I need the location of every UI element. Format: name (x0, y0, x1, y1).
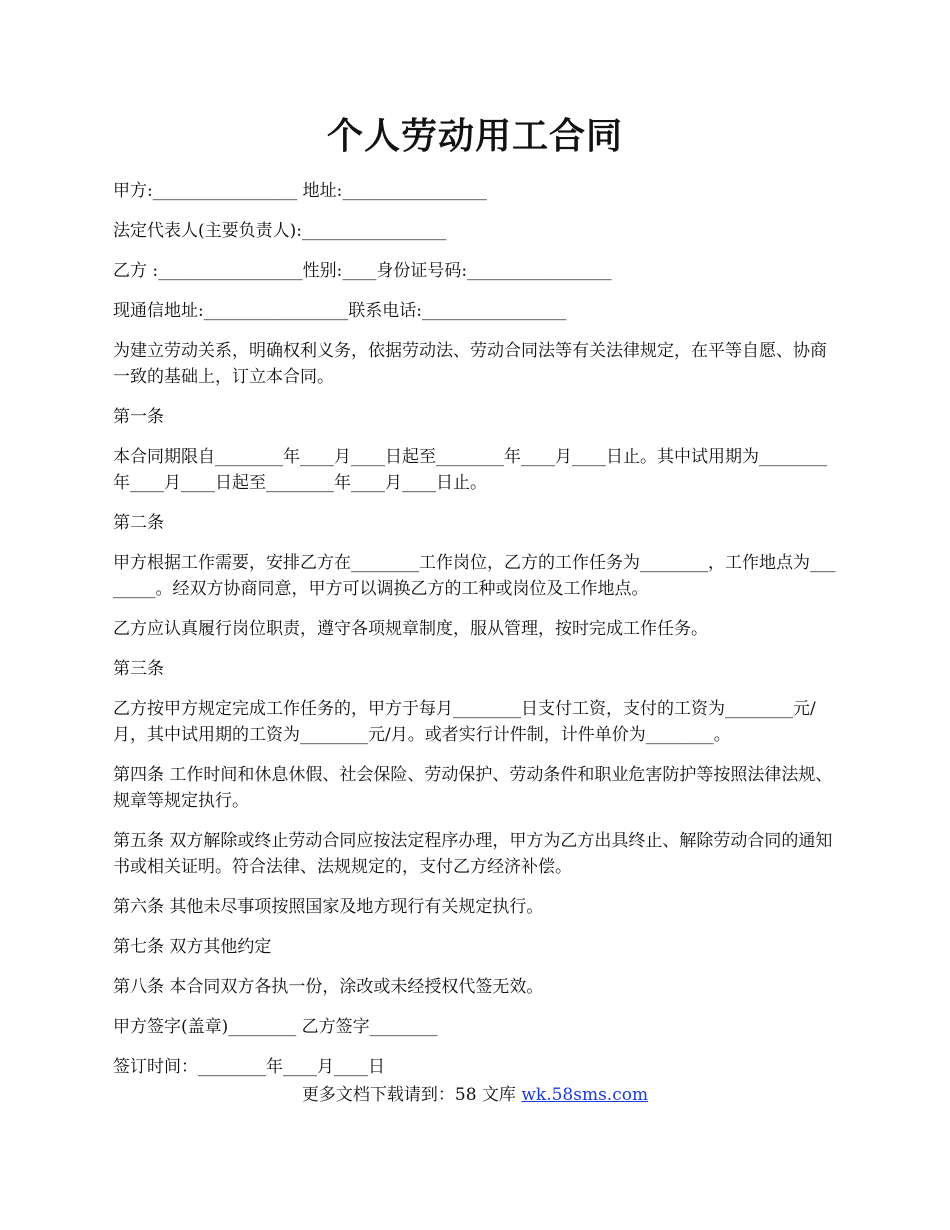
article-1-heading: 第一条 (113, 407, 164, 427)
preamble-paragraph: 为建立劳动关系，明确权利义务，依据劳动法、劳动合同法等有关法律规定，在平等自愿、协商一致的基础上，订立本合同。 (113, 341, 827, 387)
article-1-paragraph: 本合同期限自________年____月____日起至________年____月____日止。其中试用期为________年____月____日起至________年____月____日止。 (113, 447, 827, 493)
party-a-line: 甲方:_________________ 地址:_________________ (113, 181, 487, 201)
footer-link[interactable]: wk.58sms.com (521, 1085, 649, 1105)
article-2-heading: 第二条 (113, 513, 164, 533)
signature-line: 甲方签字(盖章)________ 乙方签字________ (113, 1017, 438, 1037)
document-body (113, 178, 841, 1094)
party-b-line: 乙方 :_________________性别:____身份证号码:_________________ (113, 261, 612, 281)
article-3-paragraph: 乙方按甲方规定完成工作任务的，甲方于每月________日支付工资，支付的工资为________元/月，其中试用期的工资为________元/月。或者实行计件制，计件单价为________。 (113, 699, 816, 745)
article-6-paragraph: 第六条 其他未尽事项按照国家及地方现行有关规定执行。 (113, 897, 544, 917)
article-8-paragraph: 第八条 本合同双方各执一份，涂改或未经授权代签无效。 (113, 977, 544, 997)
article-5-paragraph: 第五条 双方解除或终止劳动合同应按法定程序办理，甲方为乙方出具终止、解除劳动合同的通知书或相关证明。符合法律、法规规定的，支付乙方经济补偿。 (113, 831, 833, 877)
footer-text: 更多文档下载请到：58 文库 (301, 1085, 522, 1105)
article-4-paragraph: 第四条 工作时间和休息休假、社会保险、劳动保护、劳动条件和职业危害防护等按照法律法规、规章等规定执行。 (113, 765, 833, 811)
article-2-paragraph-2: 乙方应认真履行岗位职责，遵守各项规章制度，服从管理，按时完成工作任务。 (113, 619, 708, 639)
article-2-paragraph: 甲方根据工作需要，安排乙方在________工作岗位，乙方的工作任务为________，工作地点为________。经双方协商同意，甲方可以调换乙方的工种或岗位及工作地点。 (113, 553, 836, 599)
footer (0, 1082, 950, 1108)
legal-representative-line: 法定代表人(主要负责人):_________________ (113, 221, 447, 241)
contact-address-line: 现通信地址:_________________联系电话:_________________ (113, 301, 567, 321)
document-title: 个人劳动用工合同 (326, 115, 623, 157)
article-7-paragraph: 第七条 双方其他约定 (113, 937, 272, 957)
signing-date-line: 签订时间：________年____月____日 (113, 1057, 385, 1077)
article-3-heading: 第三条 (113, 659, 164, 679)
